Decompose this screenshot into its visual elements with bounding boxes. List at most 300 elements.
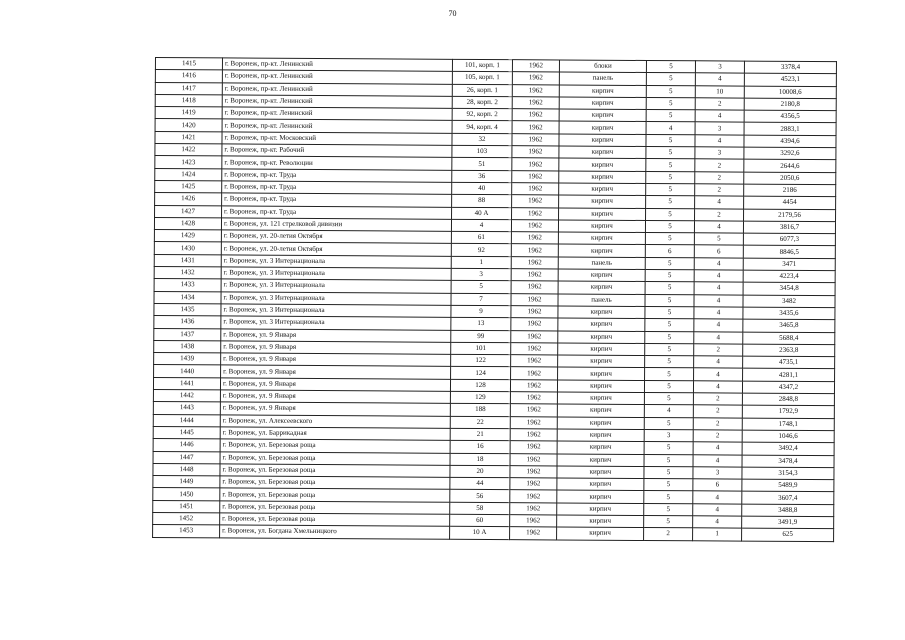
floors-cell: 4 (644, 405, 693, 418)
year-built-cell: 1962 (510, 465, 557, 478)
entrances-cell: 4 (695, 110, 744, 123)
address-cell: г. Воронеж, ул. Баррикадная (220, 427, 450, 441)
wall-material-cell: кирпич (557, 515, 644, 528)
row-number-cell: 1424 (155, 168, 222, 181)
total-area-cell: 3471 (743, 258, 835, 271)
entrances-cell: 4 (695, 135, 744, 148)
house-number-cell: 188 (450, 404, 510, 417)
row-number-cell: 1440 (154, 365, 221, 378)
total-area-cell: 3378,4 (744, 61, 836, 74)
year-built-cell: 1962 (512, 183, 559, 196)
entrances-cell: 3 (695, 61, 744, 74)
row-number-cell: 1432 (154, 267, 221, 280)
house-number-cell: 61 (451, 231, 511, 244)
wall-material-cell: кирпич (558, 367, 645, 380)
floors-cell: 5 (644, 393, 693, 406)
house-number-cell: 4 (451, 219, 511, 232)
address-cell: г. Воронеж, пр-кт. Ленинский (222, 119, 452, 133)
wall-material-cell: кирпич (558, 244, 645, 257)
row-number-cell: 1429 (154, 230, 221, 243)
wall-material-cell: кирпич (558, 343, 645, 356)
house-number-cell: 16 (450, 441, 510, 454)
address-cell: г. Воронеж, пр-кт. Рабочий (222, 144, 452, 158)
house-number-cell: 7 (451, 293, 511, 306)
floors-cell: 4 (646, 122, 695, 135)
address-cell: г. Воронеж, ул. 20-летия Октября (221, 242, 451, 256)
total-area-cell: 2186 (744, 184, 836, 197)
row-number-cell: 1431 (154, 254, 221, 267)
address-cell: г. Воронеж, ул. 3 Интернационала (221, 279, 451, 293)
wall-material-cell: кирпич (557, 527, 644, 540)
row-number-cell: 1417 (155, 82, 222, 95)
entrances-cell: 4 (694, 368, 743, 381)
floors-cell: 5 (646, 147, 695, 160)
floors-cell: 5 (644, 442, 693, 455)
floors-cell: 3 (644, 429, 693, 442)
address-cell: г. Воронеж, пр-кт. Труда (222, 169, 452, 183)
total-area-cell: 4281,1 (743, 369, 835, 382)
floors-cell: 5 (644, 454, 693, 467)
wall-material-cell: кирпич (559, 183, 646, 196)
address-cell: г. Воронеж, пр-кт. Ленинский (222, 83, 452, 97)
entrances-cell: 4 (695, 196, 744, 209)
house-number-cell: 129 (450, 391, 510, 404)
row-number-cell: 1418 (155, 94, 222, 107)
row-number-cell: 1434 (154, 291, 221, 304)
house-number-cell: 103 (452, 145, 512, 158)
address-cell: г. Воронеж, пр-кт. Революции (222, 156, 452, 170)
entrances-cell: 2 (695, 171, 744, 184)
entrances-cell: 6 (694, 245, 743, 258)
floors-cell: 5 (646, 73, 695, 86)
row-number-cell: 1421 (155, 131, 222, 144)
floors-cell: 5 (644, 515, 693, 528)
total-area-cell: 8846,5 (743, 246, 835, 259)
entrances-cell: 4 (693, 454, 742, 467)
floors-cell: 5 (646, 97, 695, 110)
address-cell: г. Воронеж, ул. Березовая роща (220, 513, 450, 527)
floors-cell: 5 (645, 282, 694, 295)
row-number-cell: 1443 (153, 402, 220, 415)
total-area-cell: 3492,4 (742, 442, 834, 455)
year-built-cell: 1962 (510, 478, 557, 491)
house-number-cell: 40 А (452, 207, 512, 220)
year-built-cell: 1962 (511, 367, 558, 380)
wall-material-cell: кирпич (558, 306, 645, 319)
floors-cell: 5 (646, 183, 695, 196)
address-cell: г. Воронеж, ул. 3 Интернационала (221, 316, 451, 330)
floors-cell: 5 (646, 61, 695, 74)
total-area-cell: 3478,4 (742, 455, 834, 468)
year-built-cell: 1962 (512, 97, 559, 110)
total-area-cell: 4394,6 (744, 135, 836, 148)
row-number-cell: 1451 (153, 500, 220, 513)
house-number-cell: 22 (450, 416, 510, 429)
address-cell: г. Воронеж, пр-кт. Труда (222, 181, 452, 195)
floors-cell: 5 (645, 257, 694, 270)
total-area-cell: 3154,3 (742, 467, 834, 480)
floors-cell: 5 (644, 503, 693, 516)
wall-material-cell: кирпич (558, 220, 645, 233)
row-number-cell: 1450 (153, 488, 220, 501)
house-number-cell: 21 (450, 428, 510, 441)
year-built-cell: 1962 (510, 416, 557, 429)
floors-cell: 5 (646, 208, 695, 221)
year-built-cell: 1962 (512, 109, 559, 122)
wall-material-cell: кирпич (557, 478, 644, 491)
year-built-cell: 1962 (512, 133, 559, 146)
year-built-cell: 1962 (510, 392, 557, 405)
year-built-cell: 1962 (512, 84, 559, 97)
entrances-cell: 4 (694, 356, 743, 369)
year-built-cell: 1962 (512, 72, 559, 85)
house-number-cell: 20 (450, 465, 510, 478)
row-number-cell: 1415 (155, 58, 222, 71)
total-area-cell: 3488,8 (742, 504, 834, 517)
wall-material-cell: кирпич (559, 85, 646, 98)
floors-cell: 5 (646, 171, 695, 184)
address-cell: г. Воронеж, пр-кт. Ленинский (222, 107, 452, 121)
row-number-cell: 1423 (155, 156, 222, 169)
row-number-cell: 1433 (154, 279, 221, 292)
address-cell: г. Воронеж, ул. 20-летия Октября (221, 230, 451, 244)
house-number-cell: 10 А (450, 527, 510, 540)
wall-material-cell: кирпич (559, 208, 646, 221)
house-number-cell: 128 (450, 379, 510, 392)
address-cell: г. Воронеж, ул. 3 Интернационала (221, 255, 451, 269)
house-number-cell: 26, корп. 1 (452, 84, 512, 97)
row-number-cell: 1445 (153, 426, 220, 439)
house-number-cell: 88 (452, 195, 512, 208)
address-cell: г. Воронеж, ул. 9 Января (221, 353, 451, 367)
total-area-cell: 3435,6 (743, 307, 835, 320)
year-built-cell: 1962 (511, 318, 558, 331)
entrances-cell: 3 (695, 147, 744, 160)
entrances-cell: 4 (695, 73, 744, 86)
year-built-cell: 1962 (511, 256, 558, 269)
housing-register-table (152, 57, 837, 542)
year-built-cell: 1962 (512, 146, 559, 159)
total-area-cell: 3491,9 (742, 516, 834, 529)
entrances-cell: 3 (695, 122, 744, 135)
address-cell: г. Воронеж, ул. Березовая роща (220, 439, 450, 453)
address-cell: г. Воронеж, ул. 9 Января (220, 390, 450, 404)
floors-cell: 5 (645, 343, 694, 356)
entrances-cell: 6 (693, 479, 742, 492)
floors-cell: 5 (645, 294, 694, 307)
floors-cell: 5 (645, 233, 694, 246)
row-number-cell: 1449 (153, 476, 220, 489)
total-area-cell: 3607,4 (742, 491, 834, 504)
wall-material-cell: панель (558, 257, 645, 270)
row-number-cell: 1436 (154, 316, 221, 329)
house-number-cell: 101, корп. 1 (452, 59, 512, 72)
year-built-cell: 1962 (511, 306, 558, 319)
total-area-cell: 4523,1 (744, 73, 836, 86)
address-cell: г. Воронеж, ул. 9 Января (220, 378, 450, 392)
wall-material-cell: кирпич (557, 404, 644, 417)
floors-cell: 5 (645, 331, 694, 344)
entrances-cell: 1 (693, 528, 742, 541)
total-area-cell: 3292,6 (744, 147, 836, 160)
house-number-cell: 9 (451, 305, 511, 318)
total-area-cell: 4454 (744, 196, 836, 209)
total-area-cell: 5688,4 (743, 332, 835, 345)
entrances-cell: 5 (694, 233, 743, 246)
entrances-cell: 4 (693, 516, 742, 529)
floors-cell: 5 (645, 270, 694, 283)
row-number-cell: 1448 (153, 463, 220, 476)
wall-material-cell: кирпич (559, 195, 646, 208)
entrances-cell: 2 (693, 393, 742, 406)
entrances-cell: 4 (694, 258, 743, 271)
wall-material-cell: кирпич (557, 392, 644, 405)
total-area-cell: 3465,8 (743, 319, 835, 332)
address-cell: г. Воронеж, пр-кт. Ленинский (222, 70, 452, 84)
row-number-cell: 1435 (154, 303, 221, 316)
year-built-cell: 1962 (511, 293, 558, 306)
total-area-cell: 5489,9 (742, 479, 834, 492)
house-number-cell: 58 (450, 502, 510, 515)
year-built-cell: 1962 (510, 502, 557, 515)
wall-material-cell: кирпич (558, 232, 645, 245)
house-number-cell: 92 (451, 244, 511, 257)
floors-cell: 5 (644, 491, 693, 504)
year-built-cell: 1962 (511, 355, 558, 368)
wall-material-cell: кирпич (557, 429, 644, 442)
address-cell: г. Воронеж, ул. 121 стрелковой дивизии (221, 218, 451, 232)
row-number-cell: 1426 (155, 193, 222, 206)
wall-material-cell: кирпич (557, 453, 644, 466)
entrances-cell: 4 (694, 270, 743, 283)
wall-material-cell: кирпич (559, 97, 646, 110)
total-area-cell: 4356,5 (744, 110, 836, 123)
year-built-cell: 1962 (511, 330, 558, 343)
wall-material-cell: кирпич (559, 158, 646, 171)
house-number-cell: 5 (451, 281, 511, 294)
address-cell: г. Воронеж, ул. Березовая роща (220, 501, 450, 515)
entrances-cell: 4 (694, 282, 743, 295)
house-number-cell: 3 (451, 268, 511, 281)
entrances-cell: 2 (695, 98, 744, 111)
floors-cell: 5 (646, 85, 695, 98)
row-number-cell: 1453 (153, 525, 220, 538)
total-area-cell: 625 (742, 528, 834, 541)
house-number-cell: 40 (452, 182, 512, 195)
total-area-cell: 3482 (743, 295, 835, 308)
entrances-cell: 2 (693, 417, 742, 430)
year-built-cell: 1962 (512, 121, 559, 134)
row-number-cell: 1444 (153, 414, 220, 427)
address-cell: г. Воронеж, ул. Березовая роща (220, 476, 450, 490)
house-number-cell: 18 (450, 453, 510, 466)
floors-cell: 5 (646, 134, 695, 147)
wall-material-cell: кирпич (559, 121, 646, 134)
address-cell: г. Воронеж, ул. 3 Интернационала (221, 292, 451, 306)
page-number: 70 (448, 9, 457, 18)
wall-material-cell: кирпич (559, 171, 646, 184)
address-cell: г. Воронеж, ул. 3 Интернационала (221, 304, 451, 318)
table-body (153, 58, 837, 542)
address-cell: г. Воронеж, ул. 9 Января (221, 365, 451, 379)
address-cell: г. Воронеж, ул. Березовая роща (220, 488, 450, 502)
floors-cell: 5 (646, 159, 695, 172)
house-number-cell: 51 (452, 158, 512, 171)
house-number-cell: 32 (452, 133, 512, 146)
year-built-cell: 1962 (512, 207, 559, 220)
year-built-cell: 1962 (511, 232, 558, 245)
wall-material-cell: кирпич (559, 134, 646, 147)
total-area-cell: 3816,7 (743, 221, 835, 234)
entrances-cell: 4 (694, 307, 743, 320)
row-number-cell: 1420 (155, 119, 222, 132)
wall-material-cell: кирпич (558, 269, 645, 282)
row-number-cell: 1438 (154, 340, 221, 353)
row-number-cell: 1425 (155, 180, 222, 193)
wall-material-cell: кирпич (558, 355, 645, 368)
year-built-cell: 1962 (510, 404, 557, 417)
address-cell: г. Воронеж, ул. 9 Января (220, 402, 450, 416)
entrances-cell: 4 (693, 381, 742, 394)
wall-material-cell: кирпич (557, 417, 644, 430)
address-cell: г. Воронеж, ул. 3 Интернационала (221, 267, 451, 281)
year-built-cell: 1962 (511, 281, 558, 294)
floors-cell: 5 (645, 356, 694, 369)
entrances-cell: 3 (693, 467, 742, 480)
year-built-cell: 1962 (511, 343, 558, 356)
total-area-cell: 1748,1 (742, 418, 834, 431)
row-number-cell: 1437 (154, 328, 221, 341)
wall-material-cell: кирпич (558, 318, 645, 331)
row-number-cell: 1428 (154, 217, 221, 230)
total-area-cell: 6077,3 (743, 233, 835, 246)
house-number-cell: 122 (451, 354, 511, 367)
house-number-cell: 28, корп. 2 (452, 96, 512, 109)
house-number-cell: 36 (452, 170, 512, 183)
address-cell: г. Воронеж, пр-кт. Ленинский (222, 95, 452, 109)
total-area-cell: 2363,8 (743, 344, 835, 357)
house-number-cell: 94, корп. 4 (452, 121, 512, 134)
year-built-cell: 1962 (510, 453, 557, 466)
entrances-cell: 4 (694, 331, 743, 344)
wall-material-cell: кирпич (557, 503, 644, 516)
row-number-cell: 1419 (155, 107, 222, 120)
house-number-cell: 13 (451, 318, 511, 331)
year-built-cell: 1962 (511, 269, 558, 282)
house-number-cell: 60 (450, 514, 510, 527)
entrances-cell: 2 (693, 405, 742, 418)
row-number-cell: 1452 (153, 512, 220, 525)
address-cell: г. Воронеж, ул. Березовая роща (220, 464, 450, 478)
house-number-cell: 101 (451, 342, 511, 355)
entrances-cell: 4 (694, 221, 743, 234)
total-area-cell: 2883,1 (744, 123, 836, 136)
entrances-cell: 4 (694, 319, 743, 332)
wall-material-cell: кирпич (559, 146, 646, 159)
house-number-cell: 1 (451, 256, 511, 269)
row-number-cell: 1441 (153, 377, 220, 390)
floors-cell: 5 (645, 368, 694, 381)
house-number-cell: 124 (451, 367, 511, 380)
total-area-cell: 10008,6 (744, 86, 836, 99)
year-built-cell: 1962 (510, 429, 557, 442)
house-number-cell: 105, корп. 1 (452, 72, 512, 85)
year-built-cell: 1962 (512, 170, 559, 183)
year-built-cell: 1962 (512, 158, 559, 171)
entrances-cell: 2 (695, 208, 744, 221)
entrances-cell: 2 (694, 344, 743, 357)
address-cell: г. Воронеж, ул. Алексеевского (220, 415, 450, 429)
address-cell: г. Воронеж, ул. 9 Января (221, 341, 451, 355)
year-built-cell: 1962 (511, 244, 558, 257)
year-built-cell: 1962 (510, 379, 557, 392)
house-number-cell: 56 (450, 490, 510, 503)
wall-material-cell: кирпич (557, 490, 644, 503)
floors-cell: 6 (645, 245, 694, 258)
address-cell: г. Воронеж, ул. 9 Января (221, 328, 451, 342)
wall-material-cell: панель (559, 72, 646, 85)
entrances-cell: 2 (695, 184, 744, 197)
total-area-cell: 4735,1 (743, 356, 835, 369)
row-number-cell: 1416 (155, 70, 222, 83)
row-number-cell: 1439 (154, 353, 221, 366)
floors-cell: 5 (644, 380, 693, 393)
floors-cell: 5 (644, 417, 693, 430)
wall-material-cell: блоки (559, 60, 646, 73)
address-cell: г. Воронеж, пр-кт. Ленинский (222, 58, 452, 72)
year-built-cell: 1962 (510, 515, 557, 528)
wall-material-cell: кирпич (557, 441, 644, 454)
address-cell: г. Воронеж, пр-кт. Труда (222, 193, 452, 207)
total-area-cell: 1792,9 (742, 405, 834, 418)
floors-cell: 5 (646, 110, 695, 123)
total-area-cell: 4347,2 (742, 381, 834, 394)
row-number-cell: 1422 (155, 144, 222, 157)
floors-cell: 5 (646, 196, 695, 209)
entrances-cell: 10 (695, 85, 744, 98)
total-area-cell: 1046,6 (742, 430, 834, 443)
total-area-cell: 2848,8 (742, 393, 834, 406)
house-number-cell: 99 (451, 330, 511, 343)
floors-cell: 5 (644, 466, 693, 479)
wall-material-cell: кирпич (557, 380, 644, 393)
total-area-cell: 3454,8 (743, 282, 835, 295)
year-built-cell: 1962 (510, 441, 557, 454)
row-number-cell: 1442 (153, 390, 220, 403)
row-number-cell: 1446 (153, 439, 220, 452)
house-number-cell: 92, корп. 2 (452, 109, 512, 122)
entrances-cell: 2 (693, 430, 742, 443)
address-cell: г. Воронеж, пр-кт. Московский (222, 132, 452, 146)
house-number-cell: 44 (450, 477, 510, 490)
floors-cell: 2 (644, 528, 693, 541)
year-built-cell: 1962 (511, 220, 558, 233)
total-area-cell: 2179,56 (744, 209, 836, 222)
entrances-cell: 4 (693, 503, 742, 516)
floors-cell: 5 (645, 306, 694, 319)
wall-material-cell: кирпич (559, 109, 646, 122)
total-area-cell: 2644,6 (744, 159, 836, 172)
address-cell: г. Воронеж, ул. Березовая роща (220, 451, 450, 465)
year-built-cell: 1962 (510, 527, 557, 540)
entrances-cell: 4 (694, 294, 743, 307)
floors-cell: 5 (645, 220, 694, 233)
row-number-cell: 1447 (153, 451, 220, 464)
total-area-cell: 2180,8 (744, 98, 836, 111)
entrances-cell: 4 (693, 442, 742, 455)
year-built-cell: 1962 (512, 195, 559, 208)
entrances-cell: 4 (693, 491, 742, 504)
